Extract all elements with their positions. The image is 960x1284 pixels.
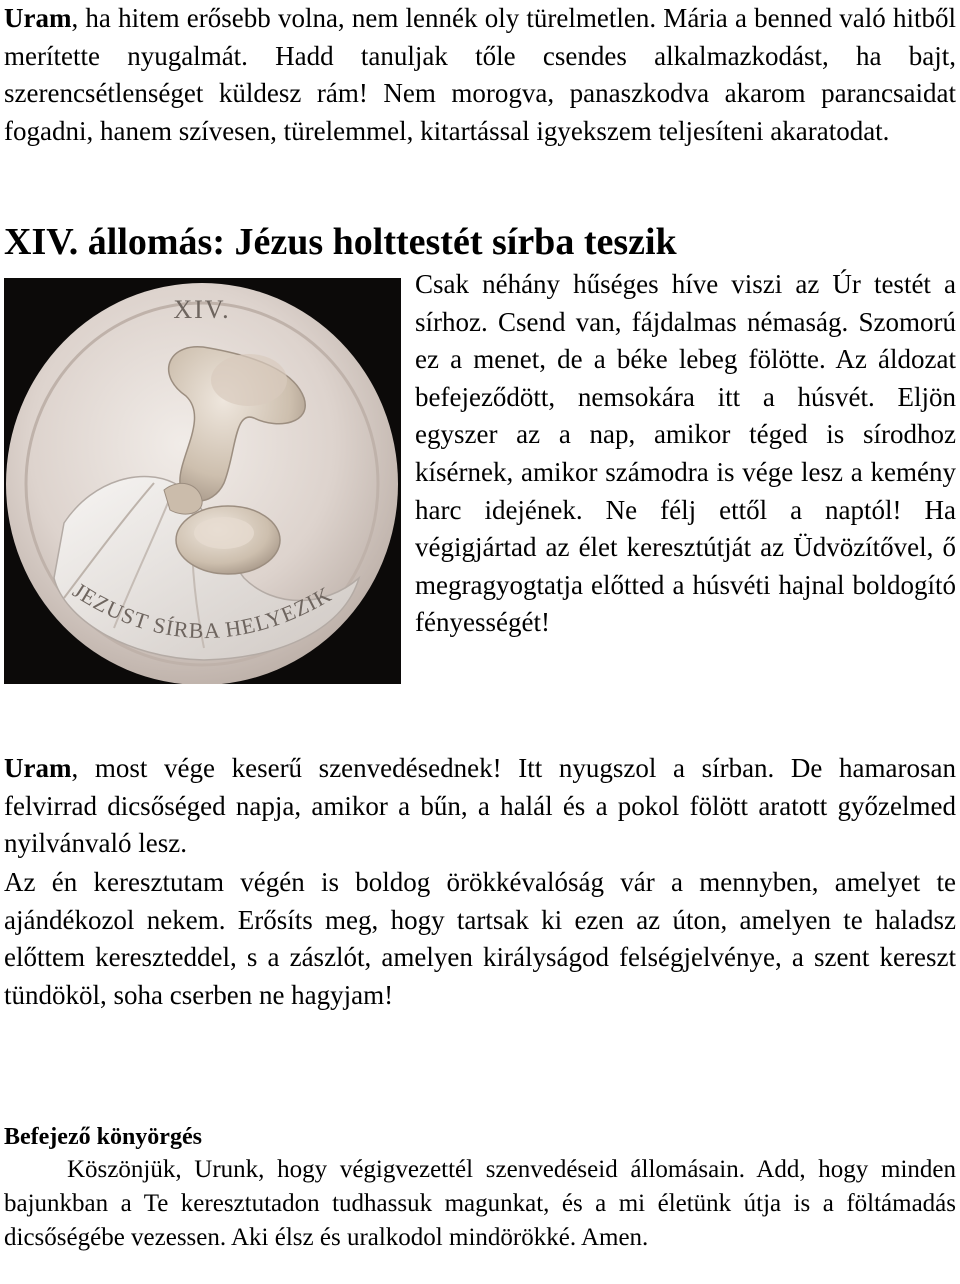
closing-prayer-text: Köszönjük, Urunk, hogy végigvezettél szenvedéseid állomásain. Add, hogy minden bajunkban a Te keresztutadon tudhassuk magunkat, és a mi életünk útja is a föltámadás dicsőségébe vezessen. Aki élsz és uralkodol mindörökké. Amen. xyxy=(4,1156,956,1252)
closing-prayer-heading: Befejező könyörgés xyxy=(4,1124,202,1150)
prayer-paragraph-13 xyxy=(4,0,956,150)
relief-inscription: JEZUST SÍRBA HELYEZIK xyxy=(68,577,336,644)
relief-numeral: XIV. xyxy=(173,295,231,324)
station-meditation-text: Csak néhány hűséges híve viszi az Úr testét a sírhoz. Csend van, fájdalmas némaság. Szomorú ez a menet, de a béke lebeg fölötte. Az áldozat befejeződött, nemsokára itt a húsvét. Eljön egyszer az a nap, amikor téged is sírodhoz kísérnek, amikor számodra is vége lesz a kemény harc idejének. Ne félj ettől a naptól! Ha végigjártad az élet keresztútját az Üdvözítővel, ő megragyogtatja előtted a húsvéti hajnal boldogító fényességét! xyxy=(415,269,956,638)
prayer-text: , ha hitem erősebb volna, nem lennék oly türelmetlen. Mária a benned való hitből merítette nyugalmát. Hadd tanuljak tőle csendes alkalmazkodást, ha bajt, szerencsétlenséget küldesz rám! Nem morogva, panaszkodva akarom parancsaidat fogadni, hanem szívesen, türelemmel, kitartással igyekszem teljesíteni akaratodat. xyxy=(4,3,956,146)
prayer-paragraph-14-continued: Az én keresztutam végén is boldog örökkévalóság vár a mennyben, amelyet te ajándékozol nekem. Erősíts meg, hogy tartsak ki ezen az úton, amelyen te haladsz előttem kereszteddel, s a zászlót, amelyen királyságod felségjelvénye, a szent kereszt tündököl, soha cserben ne hagyjam! xyxy=(4,867,956,1010)
station-heading: XIV. állomás: Jézus holttestét sírba teszik xyxy=(4,221,677,263)
prayer-lead: Uram xyxy=(4,753,72,783)
stone-relief-image xyxy=(4,278,401,684)
relief-illustration xyxy=(4,278,401,684)
prayer-text: , most vége keserű szenvedésednek! Itt nyugszol a sírban. De hamarosan felvirrad dicsőséged napja, amikor a bűn, a halál és a pokol fölött aratott győzelmed nyilvánvaló lesz. xyxy=(4,753,956,859)
prayer-paragraph-14 xyxy=(4,750,956,863)
prayer-lead: Uram xyxy=(4,3,72,33)
station-block xyxy=(4,266,956,684)
